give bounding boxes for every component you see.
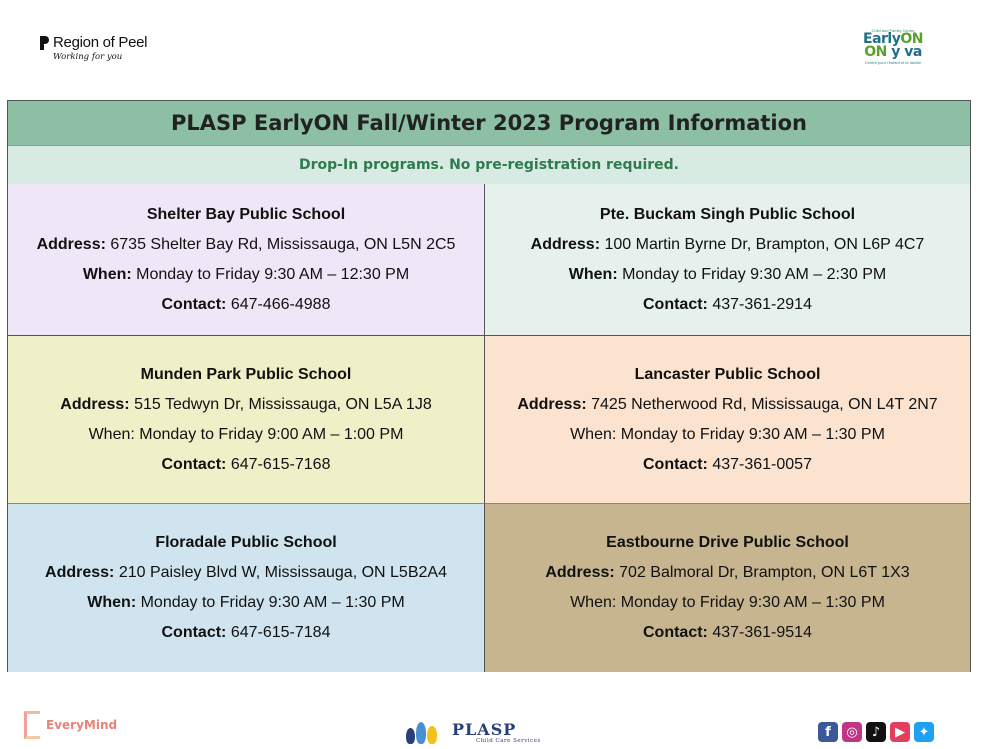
address-label: Address: <box>45 564 115 581</box>
earlyon-on-2: ON <box>864 44 887 60</box>
program-card-shelter-bay <box>8 184 485 336</box>
address-line <box>37 230 456 260</box>
program-card-buckam-singh <box>485 184 970 336</box>
earlyon-y-va: y va <box>886 44 922 60</box>
address-label: Address: <box>545 564 615 581</box>
contact-value: 437-361-0057 <box>707 455 812 473</box>
when-value: Monday to Friday 9:30 AM – 2:30 PM <box>617 265 887 283</box>
contact-value: 647-615-7168 <box>226 455 331 473</box>
address-line <box>545 558 909 588</box>
contact-value: 647-466-4988 <box>226 295 331 313</box>
when-label: When: <box>568 265 618 283</box>
plasp-name: PLASP <box>452 720 517 739</box>
address-label: Address: <box>60 395 130 413</box>
when-line: When: Monday to Friday 9:30 AM – 1:30 PM <box>570 594 885 611</box>
contact-value: 437-361-2914 <box>707 295 812 313</box>
peel-p-icon <box>40 36 50 50</box>
when-label: When: <box>82 265 132 283</box>
address-value: 6735 Shelter Bay Rd, Mississauga, ON L5N 2C5 <box>105 235 456 253</box>
twitter-icon[interactable]: ✦ <box>914 722 934 742</box>
when-line <box>83 260 409 290</box>
contact-label: Contact: <box>161 624 227 641</box>
address-value: 7425 Netherwood Rd, Mississauga, ON L4T 2N7 <box>586 395 938 413</box>
plasp-figures-icon <box>404 720 448 746</box>
program-info-table <box>7 100 971 672</box>
contact-label: Contact: <box>161 455 227 473</box>
when-line: When: Monday to Friday 9:00 AM – 1:00 PM <box>88 425 404 443</box>
program-card-floradale <box>8 503 485 672</box>
page-subtitle: Drop-In programs. No pre-registration required. <box>8 146 970 184</box>
earlyon-on: ON <box>900 31 923 47</box>
earlyon-word: Early <box>863 31 901 47</box>
school-name: Pte. Buckam Singh Public School <box>599 205 856 223</box>
everymind-name: EveryMind <box>46 718 118 732</box>
when-value: Monday to Friday 9:30 AM – 1:30 PM <box>136 594 405 611</box>
when-line <box>87 588 404 618</box>
youtube-icon[interactable]: ▶ <box>890 722 910 742</box>
page-title: PLASP EarlyON Fall/Winter 2023 Program Information <box>8 101 970 146</box>
facebook-icon[interactable]: f <box>818 722 838 742</box>
earlyon-bottom-text: Centre pour l'enfant et la famille <box>864 60 922 65</box>
contact-label: Contact: <box>643 624 708 641</box>
plasp-tagline: Child Care Services <box>476 738 541 744</box>
address-label: Address: <box>530 235 601 253</box>
program-card-lancaster <box>485 336 970 503</box>
everymind-mark-icon <box>24 711 40 739</box>
address-line <box>45 558 447 588</box>
when-value: Monday to Friday 9:30 AM – 12:30 PM <box>131 265 410 283</box>
plasp-logo <box>404 720 541 746</box>
contact-label: Contact: <box>643 455 708 473</box>
address-value: 702 Balmoral Dr, Brampton, ON L6T 1X3 <box>614 564 910 581</box>
earlyon-top-text: Child and Family Centre <box>871 28 915 33</box>
program-card-eastbourne <box>485 503 970 672</box>
contact-value: 647-615-7184 <box>226 624 331 641</box>
address-value: 100 Martin Byrne Dr, Brampton, ON L6P 4C7 <box>600 235 925 253</box>
peel-name: Region of Peel <box>53 34 148 51</box>
program-card-munden-park <box>8 336 485 503</box>
school-name: Munden Park Public School <box>140 365 352 383</box>
address-label: Address: <box>36 235 106 253</box>
contact-line <box>162 618 331 648</box>
contact-line <box>643 290 812 320</box>
when-line: When: Monday to Friday 9:30 AM – 1:30 PM <box>570 425 885 443</box>
contact-line <box>643 450 812 480</box>
social-icons <box>818 722 934 742</box>
instagram-icon[interactable]: ◎ <box>842 722 862 742</box>
address-line <box>531 230 925 260</box>
program-grid <box>8 184 970 672</box>
contact-label: Contact: <box>643 295 708 313</box>
contact-line <box>162 450 331 480</box>
address-value: 210 Paisley Blvd W, Mississauga, ON L5B2A4 <box>114 564 447 581</box>
address-label: Address: <box>517 395 587 413</box>
when-line <box>569 260 886 290</box>
contact-line <box>643 618 812 648</box>
school-name: Lancaster Public School <box>634 365 821 383</box>
contact-value: 437-361-9514 <box>707 624 812 641</box>
school-name: Eastbourne Drive Public School <box>606 534 849 551</box>
address-value: 515 Tedwyn Dr, Mississauga, ON L5A 1J8 <box>129 395 432 413</box>
everymind-logo <box>24 711 117 739</box>
address-line <box>60 390 431 420</box>
school-name: Floradale Public School <box>155 534 337 551</box>
contact-label: Contact: <box>161 295 227 313</box>
address-line <box>517 390 937 420</box>
school-name: Shelter Bay Public School <box>146 205 346 223</box>
region-of-peel-logo <box>40 34 147 62</box>
peel-tagline: Working for you <box>53 52 123 62</box>
contact-line <box>162 290 331 320</box>
earlyon-logo <box>858 28 928 65</box>
when-label: When: <box>87 594 137 611</box>
tiktok-icon[interactable]: ♪ <box>866 722 886 742</box>
